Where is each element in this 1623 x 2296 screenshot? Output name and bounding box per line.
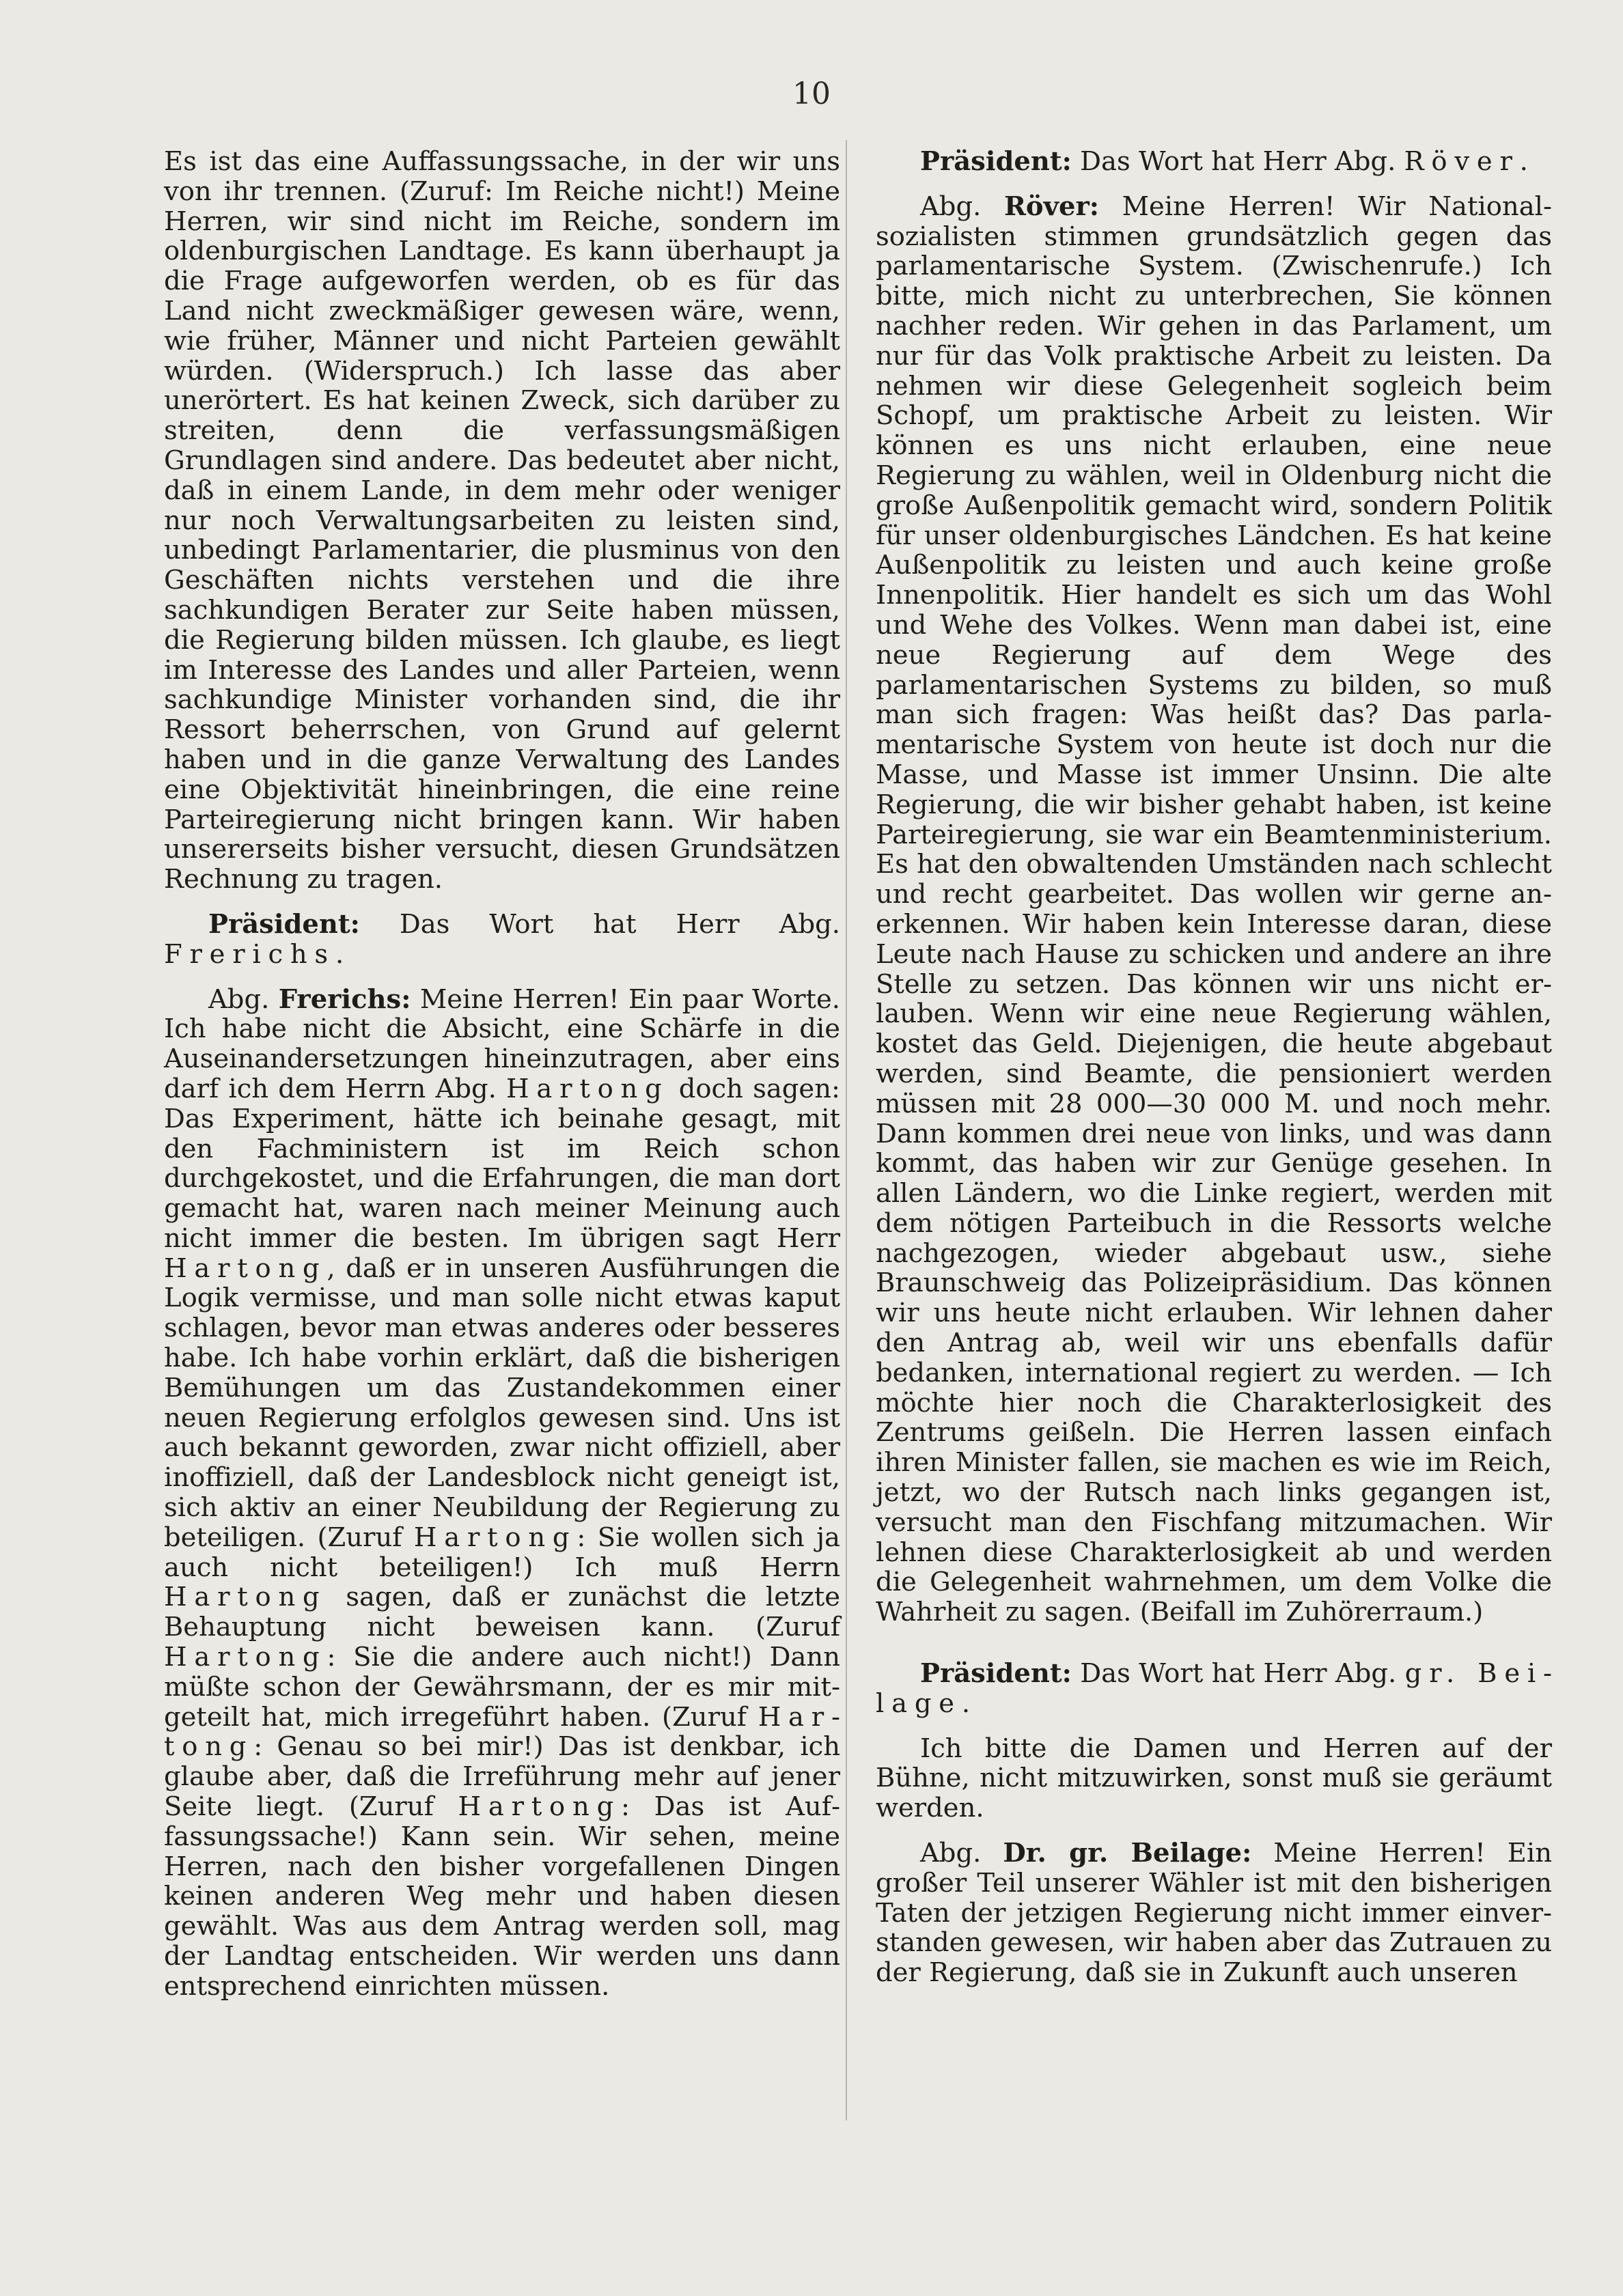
spaced-name: Röver bbox=[1404, 146, 1520, 177]
speaker-name: Präsident: bbox=[208, 908, 360, 940]
spaced-name: Hartong bbox=[164, 1642, 327, 1673]
text-run: : Sie wollen sich ja auch nicht beteiligen!) Ich muß Herrn bbox=[164, 1522, 840, 1583]
speaker-name: Dr. gr. Beilage: bbox=[1003, 1838, 1252, 1869]
text-run: . bbox=[961, 1688, 971, 1719]
text-run: Meine Herren! Ein großer Teil unserer Wähler ist mit den bisherigen Taten der jetzigen Regierung nicht immer einverstanden gewesen, wir haben aber das Zutrauen zu der Regierung, daß sie in Zukunft auch unseren bbox=[876, 1838, 1553, 1989]
text-run: doch sagen: Das Experiment, hätte ich beinahe gesagt, mit den Fachministern ist im Reich schon durchgekostet, und die Erfahrungen, die man dort gemacht hat, waren nach meiner Meinung auch nicht immer die besten. Im übrigen sagt Herr bbox=[164, 1073, 840, 1254]
speech-beilage bbox=[876, 1838, 1552, 1988]
president-announcement bbox=[876, 1659, 1552, 1719]
text-run: : Sie die andere auch nicht!) Dann müßte schon der Gewährsmann, der es mir mitgeteilt hat, mich irregeführt haben. (Zuruf bbox=[164, 1642, 840, 1733]
text-run: Meine Herren! Wir Nationalsozialisten stimmen grundsätzlich gegen das parlamentarische System. (Zwischenrufe.) Ich bitte, mich nicht zu unterbrechen, Sie können nachher reden. Wir gehen in das Parlament, um nur für das Volk praktische Arbeit zu leisten. Da nehmen wir diese Gelegenheit sogleich beim Schopf, um praktische Arbeit zu leisten. Wir können es uns nicht erlauben, eine neue Regierung zu wählen, weil in Oldenburg nicht die große Außenpolitik gemacht wird, sondern Politik für unser oldenburgisches Ländchen. Es hat keine Außenpolitik zu leisten und auch keine große Innenpolitik. Hier handelt es sich um das Wohl und Wehe des Volkes. Wenn man dabei ist, eine neue Regierung auf dem Wege des parlamentarischen Systems zu bilden, so muß man sich fragen: Was heißt das? Das parlamentarische System von heute ist doch nur die Masse, und Masse ist immer Unsinn. Die alte Regierung, die wir bisher gehabt haben, ist keine Parteiregierung, sie war ein Beamtenministerium. Es hat den obwaltenden Umständen nach schlecht und recht gearbeitet. Das wollen wir gerne anerkennen. Wir haben kein Interesse daran, diese Leute nach Hause zu schicken und andere an ihre Stelle zu setzen. Das können wir uns nicht erlauben. Wenn wir eine neue Regierung wählen, kostet das Geld. Diejenigen, die heute abgebaut werden, sind Beamte, die pensioniert werden müssen mit 28 000—30 000 M. und noch mehr. Dann kommen drei neue von links, und was dann kommt, das haben wir zur Genüge gesehen. In allen Ländern, wo die Linke regiert, werden mit dem nötigen Parteibuch in die Ressorts welche nachgezogen, wieder abgebaut usw., siehe Braunschweig das Polizeipräsidium. Das können wir uns heute nicht erlauben. Wir lehnen daher den Antrag ab, weil wir uns ebenfalls dafür bedanken, international regiert zu werden. — Ich möchte hier noch die Charakterlosigkeit des Zentrums geißeln. Die Herren lassen einfach ihren Minister fallen, sie machen es wie im Reich, jetzt, wo der Rutsch nach links gegangen ist, versucht man den Fischfang mitzumachen. Wir lehnen diese Charakterlosigkeit ab und werden die Gelegenheit wahrnehmen, um dem Volke die Wahrheit zu sagen. (Beifall im Zuhörerraum.) bbox=[876, 191, 1552, 1628]
text-run: Abg. bbox=[920, 1838, 1003, 1869]
spaced-name: Hartong bbox=[506, 1073, 669, 1104]
speech-frerichs bbox=[164, 985, 840, 2002]
text-run: Es ist das eine Auffassungssache, in der wir uns von ihr trennen. (Zuruf: Im Reiche nicht!) Meine Herren, wir sind nicht im Reiche, sondern im oldenburgischen Landtage. Es kann überhaupt ja die Frage aufgeworfen werden, ob es für das Land nicht zweckmäßiger gewesen wäre, wenn, wie früher, Männer und nicht Parteien gewählt würden. (Widerspruch.) Ich lasse das aber unerörtert. Es hat keinen Zweck, sich darüber zu streiten, denn die verfassungsmäßigen Grundlagen sind andere. Das bedeutet aber nicht, daß in einem Lande, in dem mehr oder weniger nur noch Verwaltungsarbeiten zu leisten sind, unbedingt Parlamentarier, die plusminus von den Geschäften nichts verstehen und die ihre sachkundigen Berater zur Seite haben müssen, die Regierung bilden müssen. Ich glaube, es liegt im Interesse des Landes und aller Parteien, wenn sachkundige Minister vorhanden sind, die ihr Ressort beherrschen, von Grund auf gelernt haben und in die ganze Verwaltung des Landes eine Objektivität hineinbringen, die eine reine Parteiregierung nicht bringen kann. Wir haben unsererseits bisher versucht, diesen Grundsätzen Rechnung zu tragen. bbox=[164, 146, 840, 895]
speaker-name: Präsident: bbox=[920, 146, 1072, 177]
text-run: . bbox=[335, 938, 344, 970]
text-run: : Genau so bei mir!) Das ist denkbar, ich glaube aber, daß die Irreführung mehr auf jener Seite liegt. (Zuruf bbox=[164, 1731, 840, 1823]
text-run: Ich bitte die Damen und Herren auf der Bühne, nicht mitzuwirken, sonst muß sie geräumt werden. bbox=[876, 1733, 1552, 1824]
spaced-name: gr. Beilage bbox=[876, 1658, 1552, 1719]
president-announcement bbox=[164, 910, 840, 970]
spaced-name: Frerichs bbox=[164, 938, 335, 970]
text-run: Abg. bbox=[208, 983, 279, 1015]
paragraph bbox=[164, 147, 840, 895]
text-run: . bbox=[1519, 146, 1528, 177]
spaced-name: Hartong bbox=[164, 1252, 327, 1284]
president-remark bbox=[876, 1734, 1552, 1823]
text-run: , daß er in unseren Ausführungen die Logik vermisse, und man solle nicht etwas kaput schlagen, bevor man etwas anderes oder besseres habe. Ich habe vorhin erklärt, daß die bisherigen Bemühungen um das Zustandekommen einer neuen Regierung erfolglos gewesen sind. Uns ist auch bekannt geworden, zwar nicht offiziell, aber inoffiziell, daß der Landesblock nicht geneigt ist, sich aktiv an einer Neubildung der Regierung zu beteiligen. (Zuruf bbox=[164, 1252, 840, 1553]
text-run: Das Wort hat Herr Abg. bbox=[1071, 146, 1404, 177]
right-column bbox=[876, 147, 1552, 1988]
text-run: Meine Herren! Ein paar Worte. Ich habe nicht die Absicht, eine Schärfe in die Auseinandersetzungen hineinzutragen, aber eins darf ich dem Herrn Abg. bbox=[164, 983, 840, 1104]
page-number: 10 bbox=[792, 76, 831, 111]
column-divider bbox=[846, 140, 847, 2120]
spaced-name: Hartong bbox=[458, 1791, 622, 1823]
text-run: Das Wort hat Herr Abg. bbox=[359, 908, 840, 940]
speaker-name: Röver: bbox=[1003, 191, 1099, 222]
president-announcement bbox=[876, 147, 1552, 177]
text-run: Abg. bbox=[920, 191, 1004, 222]
speaker-name: Präsident: bbox=[920, 1658, 1072, 1690]
text-run: : Das ist Auffassungssache!) Kann sein. Wir sehen, meine Herren, nach den bisher vorgefallenen Dingen keinen anderen Weg mehr und haben diesen gewählt. Was aus dem Antrag werden soll, mag der Landtag entscheiden. Wir werden uns dann entsprechend einrichten müssen. bbox=[164, 1791, 840, 2002]
left-column bbox=[164, 147, 840, 2002]
speech-roever bbox=[876, 192, 1552, 1627]
spaced-name: Hartong bbox=[164, 1701, 840, 1763]
speaker-name: Frerichs: bbox=[278, 983, 411, 1015]
spaced-name: Hartong bbox=[413, 1522, 577, 1553]
text-run: Das Wort hat Herr Abg. bbox=[1071, 1658, 1405, 1690]
text-run: sagen, daß er zunächst die letzte Behauptung nicht beweisen kann. (Zuruf bbox=[164, 1582, 840, 1643]
spaced-name: Hartong bbox=[164, 1582, 327, 1613]
